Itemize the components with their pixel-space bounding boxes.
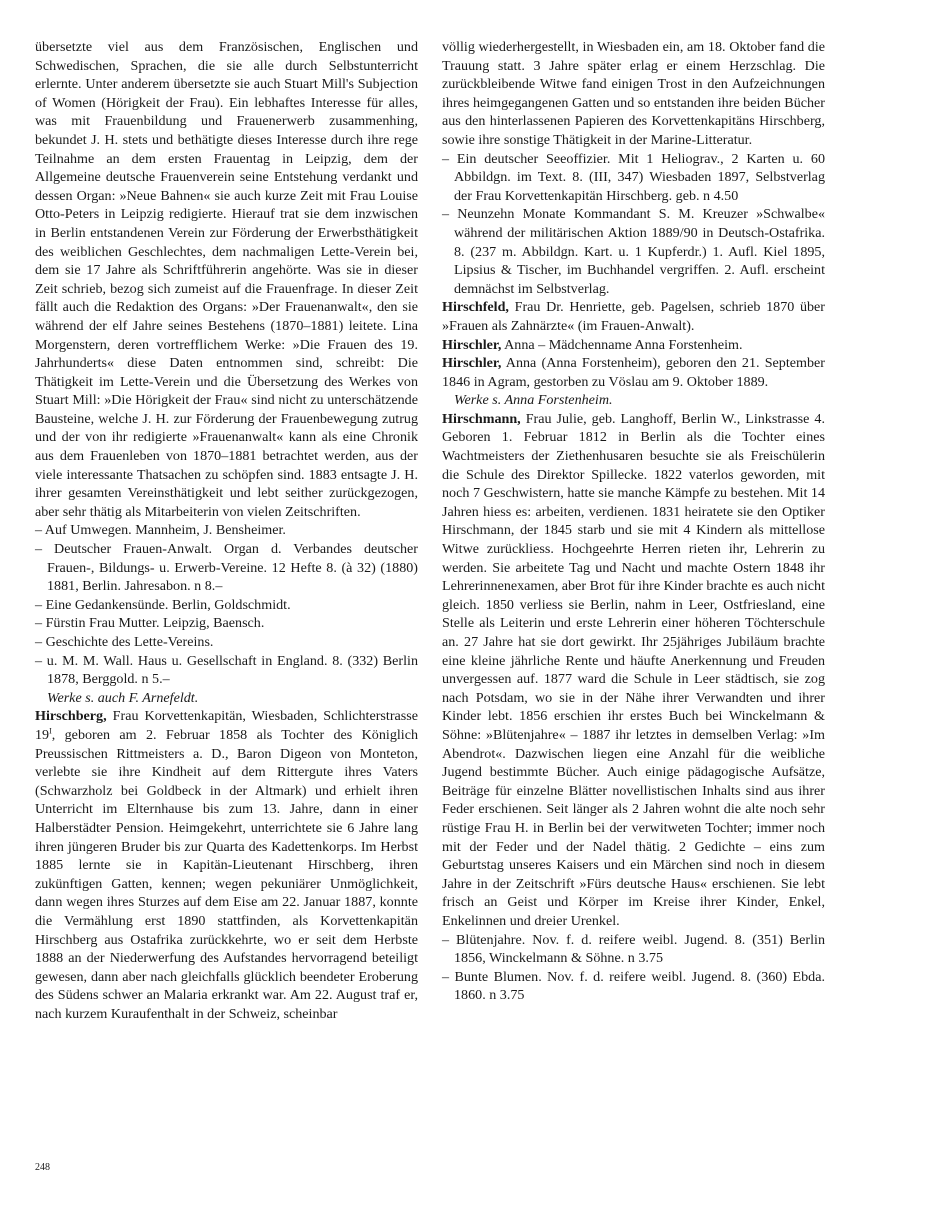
entry-name: Hirschler, [442, 355, 502, 372]
entry-text: Frau Julie, geb. Langhoff, Berlin W., Linkstrasse 4. Geboren 1. Februar 1812 in Berlin als die Tochter eines Wachtmeisters der Ziethenhusaren besuchte sie als Freischülerin die Schule des Direktor Spillecke. 1822 vaterlos geworden, mit noch 7 Geschwistern, hatte sie manche Kämpfe zu bestehen. Mit 14 Jahren hiess es: arbeiten, verdienen. 1831 heiratete sie den Optiker Hirschmann, der 1845 starb und sie mit 4 Kindern als mittellose Witwe zurückliess. Hochgeehrte Herren rieten ihr, Lehrerin zu werden. Sie arbeitete Tag und Nacht und machte Ostern 1848 ihr Lehrerinnenexamen, aber Brot für ihre Kinder brachte es auch nicht gleich. 1850 verliess sie Berlin, nahm in Leer, Ostfriesland, eine Stelle als Leiterin und erste Lehrerin einer höheren Töchterschule an. 27 Jahre hat sie dort gewirkt. Ihr 25jähriges Jubiläum brachte eine kleine jährliche Rente und häufte Anerkennung und Freuden unvergessen auf. 1877 ward die Schule in Leer städtisch, sie zog nach Potsdam, wo sie in der Nähe ihrer Verwandten und ihrer Kinder lebt. 1856 erschien ihr erstes Buch bei Winckelmann & Söhne: »Blütenjahre« – 1887 ihr letztes in demselben Verlag: »Im Abendrot«. Dazwischen liegen eine Anzahl für die weibliche Jugend bestimmte Bücher. Auch einige pädagogische Aufsätze, Beiträge für einzelne Blätter novellistischen Inhalts sind aus ihrer Feder erschienen. Seit länger als 2 Jahren wohnt die alte noch sehr rüstige Frau H. in Berlin bei der verwitweten Tochter; immer noch mit der Feder und der Nadel thätig. 2 Gedichte – eins zum Geburtstag unseres Kaisers und ein Märchen sind noch in diesem Jahre in der Zeitschrift »Fürs deutsche Haus« erschienen. Sie lebt frisch an Geist und Körper im Kreise ihrer Kinder, Enkel, Enkelinnen und dreier Urenkel. [442, 410, 825, 929]
work-entry: – Geschichte des Lette-Vereins. [35, 634, 214, 650]
see-also-note: Werke s. auch F. Arnefeldt. [47, 689, 199, 706]
left-column [35, 38, 418, 1023]
superscript: I [49, 726, 52, 736]
right-column [442, 38, 825, 1005]
entry-hirschberg [35, 707, 418, 1023]
entry-name: Hirschmann, [442, 410, 521, 427]
work-entry: – Blütenjahre. Nov. f. d. reifere weibl. Jugend. 8. (351) Berlin 1856, Winckelmann & Söhne. n 3.75 [442, 931, 825, 967]
work-entry: – Neunzehn Monate Kommandant S. M. Kreuzer »Schwalbe« während der militärischen Aktion 1889/90 in Deutsch-Ostafrika. 8. (237 m. Abbildgn. Kart. u. 1 Kupferdr.) 1. Aufl. Kiel 1895, Lipsius & Tischer, im Buchhandel vergriffen. 2. Aufl. erscheint demnächst im Selbstverlag. [442, 206, 825, 297]
work-entry: – Deutscher Frauen-Anwalt. Organ d. Verbandes deutscher Frauen-, Bildungs- u. Erwerb-Vereine. 12 Hefte 8. (à 32) (1880) 1881, Berlin. Jahresabon. n 8.– [35, 541, 418, 595]
entry-name: Hirschfeld, [442, 299, 509, 316]
page-number: 248 [35, 1162, 50, 1173]
work-entry: – u. M. M. Wall. Haus u. Gesellschaft in England. 8. (332) Berlin 1878, Berggold. n 5.– [35, 652, 418, 688]
work-entry: – Auf Umwegen. Mannheim, J. Bensheimer. [35, 522, 286, 539]
entry-name: Hirschberg, [35, 708, 107, 725]
work-entry: – Ein deutscher Seeoffizier. Mit 1 Heliograv., 2 Karten u. 60 Abbildgn. im Text. 8. (III, 347) Wiesbaden 1897, Selbstverlag der Frau Korvettenkapitän Hirschberg. geb. n 4.50 [442, 150, 825, 204]
entry-text: , geboren am 2. Februar 1858 als Tochter des Königlich Preussischen Rittmeisters a. D., Baron Digeon von Monteton, verlebte sie ihre Kindheit auf dem Rittergute ihres Vaters (Schwarzholz bei Goldbeck in der Altmark) und erhielt ihren Unterricht im Elternhause bis zum 13. Jahre, dann in einer Halberstädter Pension. Heimgekehrt, unterrichtete sie 6 Jahre lang ihren jüngeren Bruder bis zur Quarta des Kadettenkorps. Im Herbst 1885 lernte sie in Kapitän-Lieutenant Hirschberg, ihren zukünftigen Gatten, kennen; wegen pekuniärer Unmöglichkeit, dann wegen ihres Sturzes auf dem Eise am 22. Januar 1887, konnte die Vermählung erst 1890 stattfinden, als Korvettenkapitän Hirschberg aus Ostafrika zurückkehrte, wo er seit dem Herbste 1888 an der Niederwerfung des Aufstandes hervorragend beteiligt gewesen, dann aber nach gleichfalls glücklich beendeter Eroberung des Südens schwer an Malaria erkrankt war. Am 22. August traf er, nach kurzem Kuraufenthalt in der Schweiz, scheinbar [35, 726, 418, 1022]
entry-hirschfeld [442, 298, 825, 335]
entry-name: Hirschler, [442, 336, 502, 353]
entry-text: Frau Korvettenkapitän, Wiesbaden, Schlichterstrasse 19 [35, 708, 418, 743]
paragraph-continuation: völlig wiederhergestellt, in Wiesbaden ein, am 18. Oktober fand die Trauung statt. 3 Jahre später erlag er einem Herzschlag. Die zurückbleibende Witwe fand einigen Trost in den Aufzeichnungen ihres heimgegangenen Gatten und so entstanden ihre beiden Bücher aus den hinterlassenen Papieren des Korvettenkapitäns Hirschberg, sowie ihre sonstige Thätigkeit in der Marine-Litteratur. [442, 39, 825, 148]
entry-hirschler-2 [442, 354, 825, 391]
entry-hirschler-1 [442, 336, 825, 355]
paragraph-intro: übersetzte viel aus dem Französischen, Englischen und Schwedischen, Sprachen, die sie alle durch Selbstunterricht erlernte. Unter anderem übersetzte sie auch Stuart Mill's Subjection of Women (Hörigkeit der Frau). Ein lebhaftes Interesse für alles, was mit Frauenbildung und Frauenerwerb zusammenhing, bekundet J. H. stets und bethätigte dieses Interesse durch ihre rege Teilnahme an dem ersten Frauentag in Leipzig, dem der Allgemeine deutsche Frauenverein seine Entstehung verdankt und dessen Organ: »Neue Bahnen« sie auch kurze Zeit mit Frau Louise Otto-Peters in Leipzig redigierte. Hierauf trat sie dem inzwischen in Berlin entstandenen Verein zur Förderung der Erwerbsthätigkeit des weiblichen Geschlechtes, dem nachmaligen Lette-Verein bei, dem sie 17 Jahre als Schriftführerin angehörte. Was sie in dieser Zeit schrieb, bezog sich zumeist auf die Frauenfrage. In dieser Zeit fällt auch die Redaktion des Organs: »Der Frauenanwalt«, den sie während der elf Jahre seines Bestehens (1870–1881) leitete. Lina Morgenstern, deren vortrefflichem Werke: »Die Frauen des 19. Jahrhunderts« diese Daten entnommen sind, schreibt: Die Thätigkeit im Lette-Verein und die Übersetzung des Werkes von Stuart Mill: »Die Hörigkeit der Frau« sind nicht zu unterschätzende Bausteine, welche J. H. zur Förderung der Frauenbewegung zutrug und der von ihr redigierte »Frauenanwalt« kann als eine Chronik aus dem Frauenleben von 1870–1881 betrachtet werden, aus der viele interessante Thatsachen zu schöpfen sind. 1883 entsagte J. H. ihrer gesamten Vereinsthätigkeit und lebt seither zurückgezogen, aber sehr thätig als Mitarbeiterin von vielen Zeitschriften. [35, 39, 418, 520]
work-entry: – Fürstin Frau Mutter. Leipzig, Baensch. [35, 615, 265, 632]
see-also-note: Werke s. Anna Forstenheim. [454, 392, 613, 409]
entry-text: Anna (Anna Forstenheim), geboren den 21. September 1846 in Agram, gestorben zu Vöslau am 9. Oktober 1889. [442, 355, 825, 390]
entry-hirschmann [442, 410, 825, 931]
work-entry: – Eine Gedankensünde. Berlin, Goldschmidt. [35, 596, 291, 613]
work-entry: – Bunte Blumen. Nov. f. d. reifere weibl. Jugend. 8. (360) Ebda. 1860. n 3.75 [442, 968, 825, 1004]
entry-text: Anna – Mädchenname Anna Forstenheim. [501, 336, 743, 353]
entry-text: Frau Dr. Henriette, geb. Pagelsen, schrieb 1870 über »Frauen als Zahnärzte« (im Frauen-Anwalt). [442, 299, 825, 334]
